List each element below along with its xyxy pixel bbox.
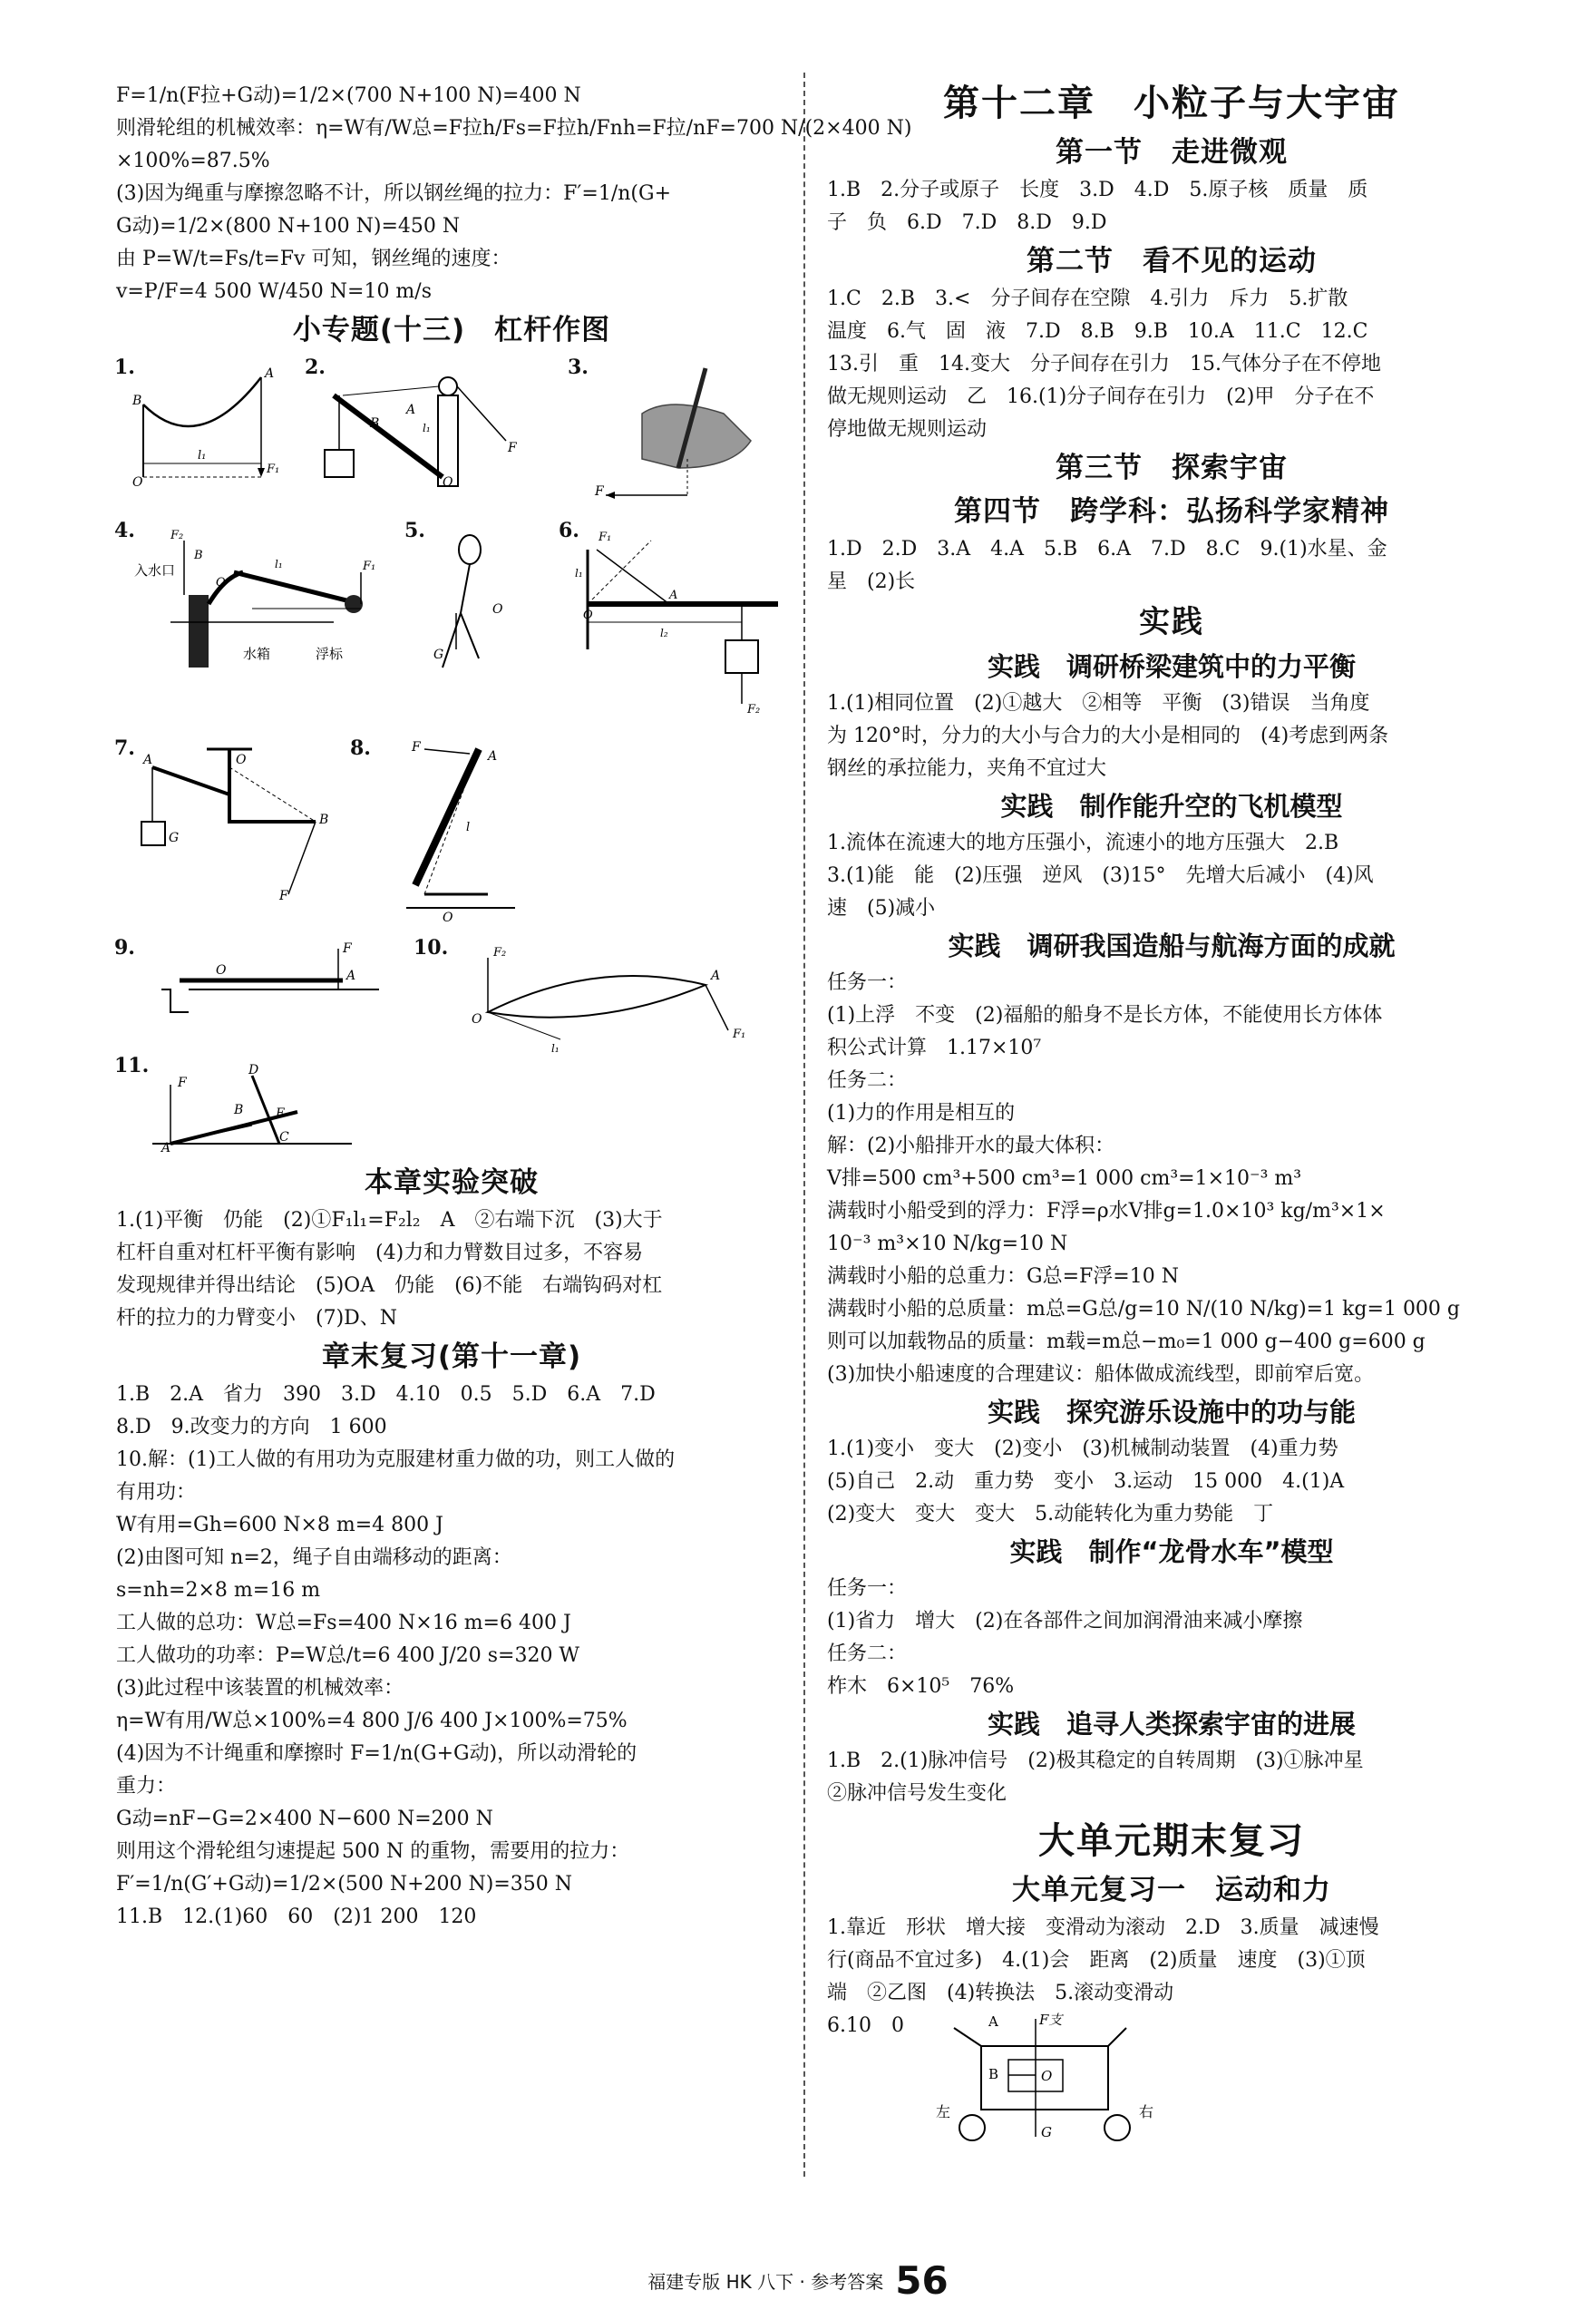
column-divider — [803, 73, 805, 2177]
svg-text:F₂: F₂ — [747, 703, 761, 716]
unit-1-title: 大单元复习一 运动和力 — [1012, 1874, 1331, 1906]
cart-label-o: O — [1041, 2068, 1053, 2084]
figure-label: 5. — [404, 519, 425, 542]
answer-line: 1.B 2.A 省力 390 3.D 4.10 0.5 5.D 6.A 7.D — [116, 1383, 656, 1406]
section-1-title: 第一节 走进微观 — [1056, 136, 1288, 169]
figure-label: 3. — [568, 356, 589, 379]
svg-text:B: B — [234, 1103, 244, 1117]
answer-line: 发现规律并得出结论 (5)OA 仍能 (6)不能 右端钩码对杠 — [116, 1274, 663, 1297]
answer-line: 任务二： — [827, 1642, 908, 1665]
figure-label: 1. — [114, 356, 135, 379]
figure-7 — [114, 736, 352, 903]
answer-line: 3.(1)能 能 (2)压强 逆风 (3)15° 先增大后减小 (4)风 — [827, 864, 1374, 887]
figure-10-drawing — [415, 940, 778, 1058]
svg-text:A: A — [488, 749, 498, 764]
svg-text:F: F — [343, 941, 352, 956]
svg-text:l₁: l₁ — [423, 422, 431, 434]
footer-text: 福建专版 HK 八下 · 参考答案 — [647, 2271, 884, 2293]
answer-line: 任务二： — [827, 1069, 908, 1092]
figure-7-drawing — [116, 740, 352, 903]
svg-text:B: B — [319, 813, 329, 827]
svg-text:O: O — [443, 911, 453, 921]
svg-text:A: A — [161, 1141, 171, 1155]
answer-line: F′=1/n(G′+G动)=1/2×(500 N+200 N)=350 N — [116, 1873, 573, 1896]
answer-line: (3)因为绳重与摩擦忽略不计，所以钢丝绳的拉力：F′=1/n(G+ — [116, 182, 672, 205]
svg-text:F₂: F₂ — [170, 529, 184, 542]
figure-5 — [404, 519, 524, 686]
answer-line: (1)力的作用是相互的 — [827, 1102, 1016, 1125]
answer-line: 端 ②乙图 (4)转换法 5.滚动变滑动 — [827, 1982, 1174, 2004]
answer-line: 任务一： — [827, 971, 908, 994]
answer-line: (1)上浮 不变 (2)福船的船身不是长方体，不能使用长方体体 — [827, 1004, 1383, 1027]
figure-2-drawing — [307, 359, 524, 495]
answer-line: (3)加快小船速度的合理建议：船体做成流线型，即前窄后宽。 — [827, 1363, 1375, 1386]
svg-text:l₁: l₁ — [198, 449, 207, 463]
page-number: 56 — [895, 2258, 949, 2303]
answer-line: 1.D 2.D 3.A 4.A 5.B 6.A 7.D 8.C 9.(1)水星、金 — [827, 538, 1387, 560]
svg-text:O: O — [236, 753, 247, 767]
figure-8-drawing — [352, 740, 551, 921]
answer-line: 1.靠近 形状 增大接 变滑动为滚动 2.D 3.质量 减速慢 — [827, 1916, 1379, 1939]
figure-1-drawing — [116, 359, 297, 495]
answer-line: 11.B 12.(1)60 60 (2)1 200 120 — [116, 1906, 477, 1928]
answer-line: 1.(1)变小 变大 (2)变小 (3)机械制动装置 (4)重力势 — [827, 1438, 1338, 1460]
svg-text:A: A — [406, 403, 416, 417]
svg-text:O: O — [216, 576, 226, 590]
answer-line: 解：(2)小船排开水的最大体积： — [827, 1135, 1115, 1157]
answer-line: ×100%=87.5% — [116, 150, 270, 172]
answer-line: 任务一： — [827, 1577, 908, 1600]
svg-text:l₁: l₁ — [275, 558, 283, 570]
cart-label-fn: F支 — [1039, 2012, 1063, 2028]
answer-line: 工人做功的功率：P=W总/t=6 400 J/20 s=320 W — [116, 1644, 580, 1667]
svg-text:F₁: F₁ — [598, 531, 612, 544]
figure-11-drawing — [116, 1058, 388, 1157]
section-3-title: 第三节 探索宇宙 — [1056, 452, 1288, 484]
figure-9 — [114, 936, 415, 1039]
figure-1 — [114, 356, 297, 495]
answer-line: s=nh=2×8 m=16 m — [116, 1579, 321, 1602]
answer-line: 柞木 6×10⁵ 76% — [827, 1675, 1015, 1698]
figure-5-drawing — [406, 522, 524, 686]
figure-10 — [414, 936, 778, 1058]
answer-line: 满载时小船受到的浮力：F浮=ρ水V排g=1.0×10³ kg/m³×1× — [827, 1200, 1386, 1223]
answer-line: 1.(1)平衡 仍能 (2)①F₁l₁=F₂l₂ A ②右端下沉 (3)大于 — [116, 1209, 663, 1232]
svg-text:F: F — [595, 484, 604, 499]
answer-line: 为 120°时，分力的大小与合力的大小是相同的 (4)考虑到两条 — [827, 725, 1389, 747]
answer-line: 子 负 6.D 7.D 8.D 9.D — [827, 211, 1107, 234]
answer-line: (2)变大 变大 变大 5.动能转化为重力势能 丁 — [827, 1503, 1274, 1525]
answer-line: 8.D 9.改变力的方向 1 600 — [116, 1416, 387, 1438]
svg-text:F: F — [412, 740, 421, 755]
practice-2-title: 实践 制作能升空的飞机模型 — [1000, 791, 1343, 822]
section-4-title: 第四节 跨学科：弘扬科学家精神 — [954, 495, 1389, 528]
practice-title: 实践 — [1139, 604, 1204, 640]
figure-4 — [114, 519, 388, 686]
svg-text:F: F — [178, 1076, 187, 1090]
practice-1-title: 实践 调研桥梁建筑中的力平衡 — [987, 651, 1356, 682]
svg-text:O: O — [216, 963, 227, 978]
answer-line: 重力： — [116, 1775, 177, 1798]
experiment-title: 本章实验突破 — [365, 1166, 539, 1199]
answer-line: 工人做的总功：W总=Fs=400 N×16 m=6 400 J — [116, 1612, 571, 1634]
answer-line: v=P/F=4 500 W/450 N=10 m/s — [116, 280, 432, 303]
answer-line: (3)此过程中该装置的机械效率： — [116, 1677, 404, 1700]
cart-label-a: A — [988, 2013, 998, 2030]
practice-3-title: 实践 调研我国造船与航海方面的成就 — [948, 931, 1396, 961]
chapter-title: 第十二章 小粒子与大宇宙 — [943, 83, 1400, 124]
section-3-4-answers — [827, 533, 1516, 599]
figure-8 — [350, 736, 551, 921]
practice-5-title: 实践 制作“龙骨水车”模型 — [1009, 1536, 1334, 1567]
svg-text:F₁: F₁ — [363, 560, 376, 573]
answer-line: 由 P=W/t=Fs/t=Fv 可知，钢丝绳的速度： — [116, 248, 511, 270]
svg-text:F: F — [279, 889, 288, 903]
figure-label: 9. — [114, 936, 135, 960]
svg-text:O: O — [492, 602, 503, 617]
chapter-review-title: 章末复习(第十一章) — [321, 1340, 582, 1373]
answer-line: 则滑轮组的机械效率：η=W有/W总=F拉h/Fs=F拉h/Fnh=F拉/nF=700 N/(2×400 N) — [116, 117, 912, 140]
svg-text:B: B — [132, 394, 142, 408]
section-1-answers — [827, 174, 1516, 239]
answer-line: 满载时小船的总重力：G总=F浮=10 N — [827, 1265, 1179, 1288]
figure-label: 2. — [305, 356, 326, 379]
svg-text:B: B — [194, 549, 203, 562]
answer-line: 1.C 2.B 3.< 分子间存在空隙 4.引力 斥力 5.扩散 — [827, 288, 1348, 310]
figure-label: 8. — [350, 736, 371, 760]
answer-line: 1.B 2.分子或原子 长度 3.D 4.D 5.原子核 质量 质 — [827, 179, 1368, 201]
question-6-line: 6.10 0 — [827, 2014, 904, 2037]
svg-text:A: A — [711, 969, 721, 983]
figure-6-drawing — [560, 522, 787, 722]
answer-line: ②脉冲信号发生变化 — [827, 1782, 1007, 1805]
answer-line: (2)由图可知 n=2，绳子自由端移动的距离： — [116, 1546, 512, 1569]
answer-line: 星 (2)长 — [827, 570, 916, 593]
answer-line: (5)自己 2.动 重力势 变小 3.运动 15 000 4.(1)A — [827, 1470, 1345, 1493]
svg-text:F: F — [508, 441, 517, 455]
answer-line: 1.B 2.(1)脉冲信号 (2)极其稳定的自转周期 (3)①脉冲星 — [827, 1750, 1364, 1772]
svg-text:D: D — [248, 1063, 259, 1077]
svg-text:O: O — [132, 475, 143, 490]
section-2-answers — [827, 283, 1516, 446]
unit-1-answers — [827, 1912, 1516, 2010]
svg-text:O: O — [472, 1012, 482, 1027]
practice-4-answers — [827, 1433, 1516, 1531]
svg-text:F₁: F₁ — [733, 1028, 746, 1041]
answer-line: 10.解：(1)工人做的有用功为克服建材重力做的功，则工人做的 — [116, 1448, 676, 1471]
svg-text:l₁: l₁ — [551, 1042, 560, 1055]
answer-line: 13.引 重 14.变大 分子间存在引力 15.气体分子在不停地 — [827, 353, 1381, 375]
answer-line: 满载时小船的总质量：m总=G总/g=10 N/(10 N/kg)=1 kg=1 000 g — [827, 1298, 1461, 1321]
answer-line: 杠杆自重对杠杆平衡有影响 (4)力和力臂数目过多，不容易 — [116, 1242, 644, 1264]
special-topic-title: 小专题(十三) 杠杆作图 — [292, 314, 611, 346]
svg-text:A: A — [265, 366, 275, 381]
cart-label-g: G — [1041, 2124, 1052, 2140]
figure-4-drawing — [116, 522, 388, 686]
svg-text:B: B — [370, 416, 380, 431]
lever-figures — [114, 356, 787, 1157]
float-label: 浮标 — [316, 646, 344, 662]
answer-line: 温度 6.气 固 液 7.D 8.B 9.B 10.A 11.C 12.C — [827, 320, 1368, 343]
answer-line: 行(商品不宜过多) 4.(1)会 距离 (2)质量 速度 (3)①顶 — [827, 1949, 1366, 1972]
answer-line: 1.(1)相同位置 (2)①越大 ②相等 平衡 (3)错误 当角度 — [827, 692, 1370, 715]
answer-line: 10⁻³ m³×10 N/kg=10 N — [827, 1233, 1068, 1255]
page-footer — [0, 2258, 1596, 2303]
practice-6-answers — [827, 1745, 1516, 1810]
answer-line: 则用这个滑轮组匀速提起 500 N 的重物，需要用的拉力： — [116, 1840, 630, 1863]
answer-line: 1.流体在流速大的地方压强小，流速小的地方压强大 2.B — [827, 832, 1339, 854]
cart-drawing — [936, 2010, 1172, 2146]
svg-text:A: A — [143, 753, 153, 767]
top-answer-lines — [116, 80, 912, 308]
figure-label: 6. — [559, 519, 579, 542]
figure-2 — [305, 356, 524, 495]
figure-label: 11. — [114, 1054, 150, 1077]
svg-text:G: G — [169, 831, 180, 845]
practice-2-answers — [827, 827, 1516, 925]
answer-line: G动)=1/2×(800 N+100 N)=450 N — [116, 215, 461, 238]
section-2-title: 第二节 看不见的运动 — [1027, 245, 1317, 278]
answer-line: 停地做无规则运动 — [827, 418, 988, 441]
figure-11 — [114, 1054, 388, 1157]
answer-line: W有用=Gh=600 N×8 m=4 800 J — [116, 1514, 443, 1536]
answer-line: G动=nF−G=2×400 N−600 N=200 N — [116, 1808, 493, 1830]
answer-line: 做无规则运动 乙 16.(1)分子间存在引力 (2)甲 分子在不 — [827, 385, 1375, 408]
answer-line: (4)因为不计绳重和摩擦时 F=1/n(G+G动)，所以动滑轮的 — [116, 1742, 637, 1765]
chapter-review-answers — [116, 1379, 787, 1934]
experiment-answers — [116, 1204, 787, 1335]
final-review-title: 大单元期末复习 — [1038, 1820, 1305, 1862]
answer-line: F=1/n(F拉+G动)=1/2×(700 N+100 N)=400 N — [116, 84, 581, 107]
figure-3-drawing — [569, 359, 778, 504]
figure-label: 7. — [114, 736, 135, 760]
answer-line: η=W有用/W总×100%=4 800 J/6 400 J×100%=75% — [116, 1710, 628, 1732]
water-inlet-label: 入水口 — [134, 562, 176, 579]
answer-line: 杆的拉力的力臂变小 (7)D、N — [116, 1307, 398, 1330]
svg-text:l₁: l₁ — [575, 567, 583, 580]
answer-line: 有用功： — [116, 1481, 197, 1504]
svg-text:l: l — [466, 821, 471, 834]
svg-text:E: E — [276, 1106, 286, 1121]
cart-figure — [827, 2010, 1516, 2146]
svg-text:C: C — [279, 1130, 289, 1145]
figure-label: 4. — [114, 519, 135, 542]
practice-4-title: 实践 探究游乐设施中的功与能 — [987, 1397, 1356, 1428]
svg-text:O: O — [583, 609, 593, 622]
practice-5-answers — [827, 1573, 1516, 1703]
cart-label-left: 左 — [936, 2103, 951, 2120]
answer-line: V排=500 cm³+500 cm³=1 000 cm³=1×10⁻³ m³ — [827, 1167, 1302, 1190]
svg-text:l₂: l₂ — [660, 627, 668, 639]
answer-line: (1)省力 增大 (2)在各部件之间加润滑油来减小摩擦 — [827, 1610, 1303, 1633]
answer-line: 速 (5)减小 — [827, 897, 936, 920]
tank-label: 水箱 — [243, 646, 271, 662]
practice-1-answers — [827, 687, 1516, 785]
svg-text:O: O — [443, 475, 453, 490]
answer-line: 钢丝的承拉能力，夹角不宜过大 — [827, 757, 1107, 780]
svg-text:G: G — [433, 648, 444, 662]
practice-3-answers — [827, 967, 1516, 1391]
figure-label: 10. — [414, 936, 449, 960]
figure-9-drawing — [116, 940, 415, 1039]
svg-text:A: A — [346, 969, 356, 983]
svg-text:A: A — [669, 589, 678, 602]
svg-text:F₂: F₂ — [493, 946, 507, 960]
figure-6 — [559, 519, 787, 722]
cart-label-right: 右 — [1139, 2103, 1154, 2120]
practice-6-title: 实践 追寻人类探索宇宙的进展 — [987, 1709, 1356, 1740]
figure-3 — [568, 356, 778, 504]
answer-line: 则可以加载物品的质量：m载=m总−m₀=1 000 g−400 g=600 g — [827, 1330, 1426, 1353]
answer-line: 积公式计算 1.17×10⁷ — [827, 1037, 1042, 1059]
svg-text:F₁: F₁ — [267, 463, 280, 476]
cart-label-b: B — [988, 2066, 999, 2082]
right-column — [827, 73, 1516, 2146]
